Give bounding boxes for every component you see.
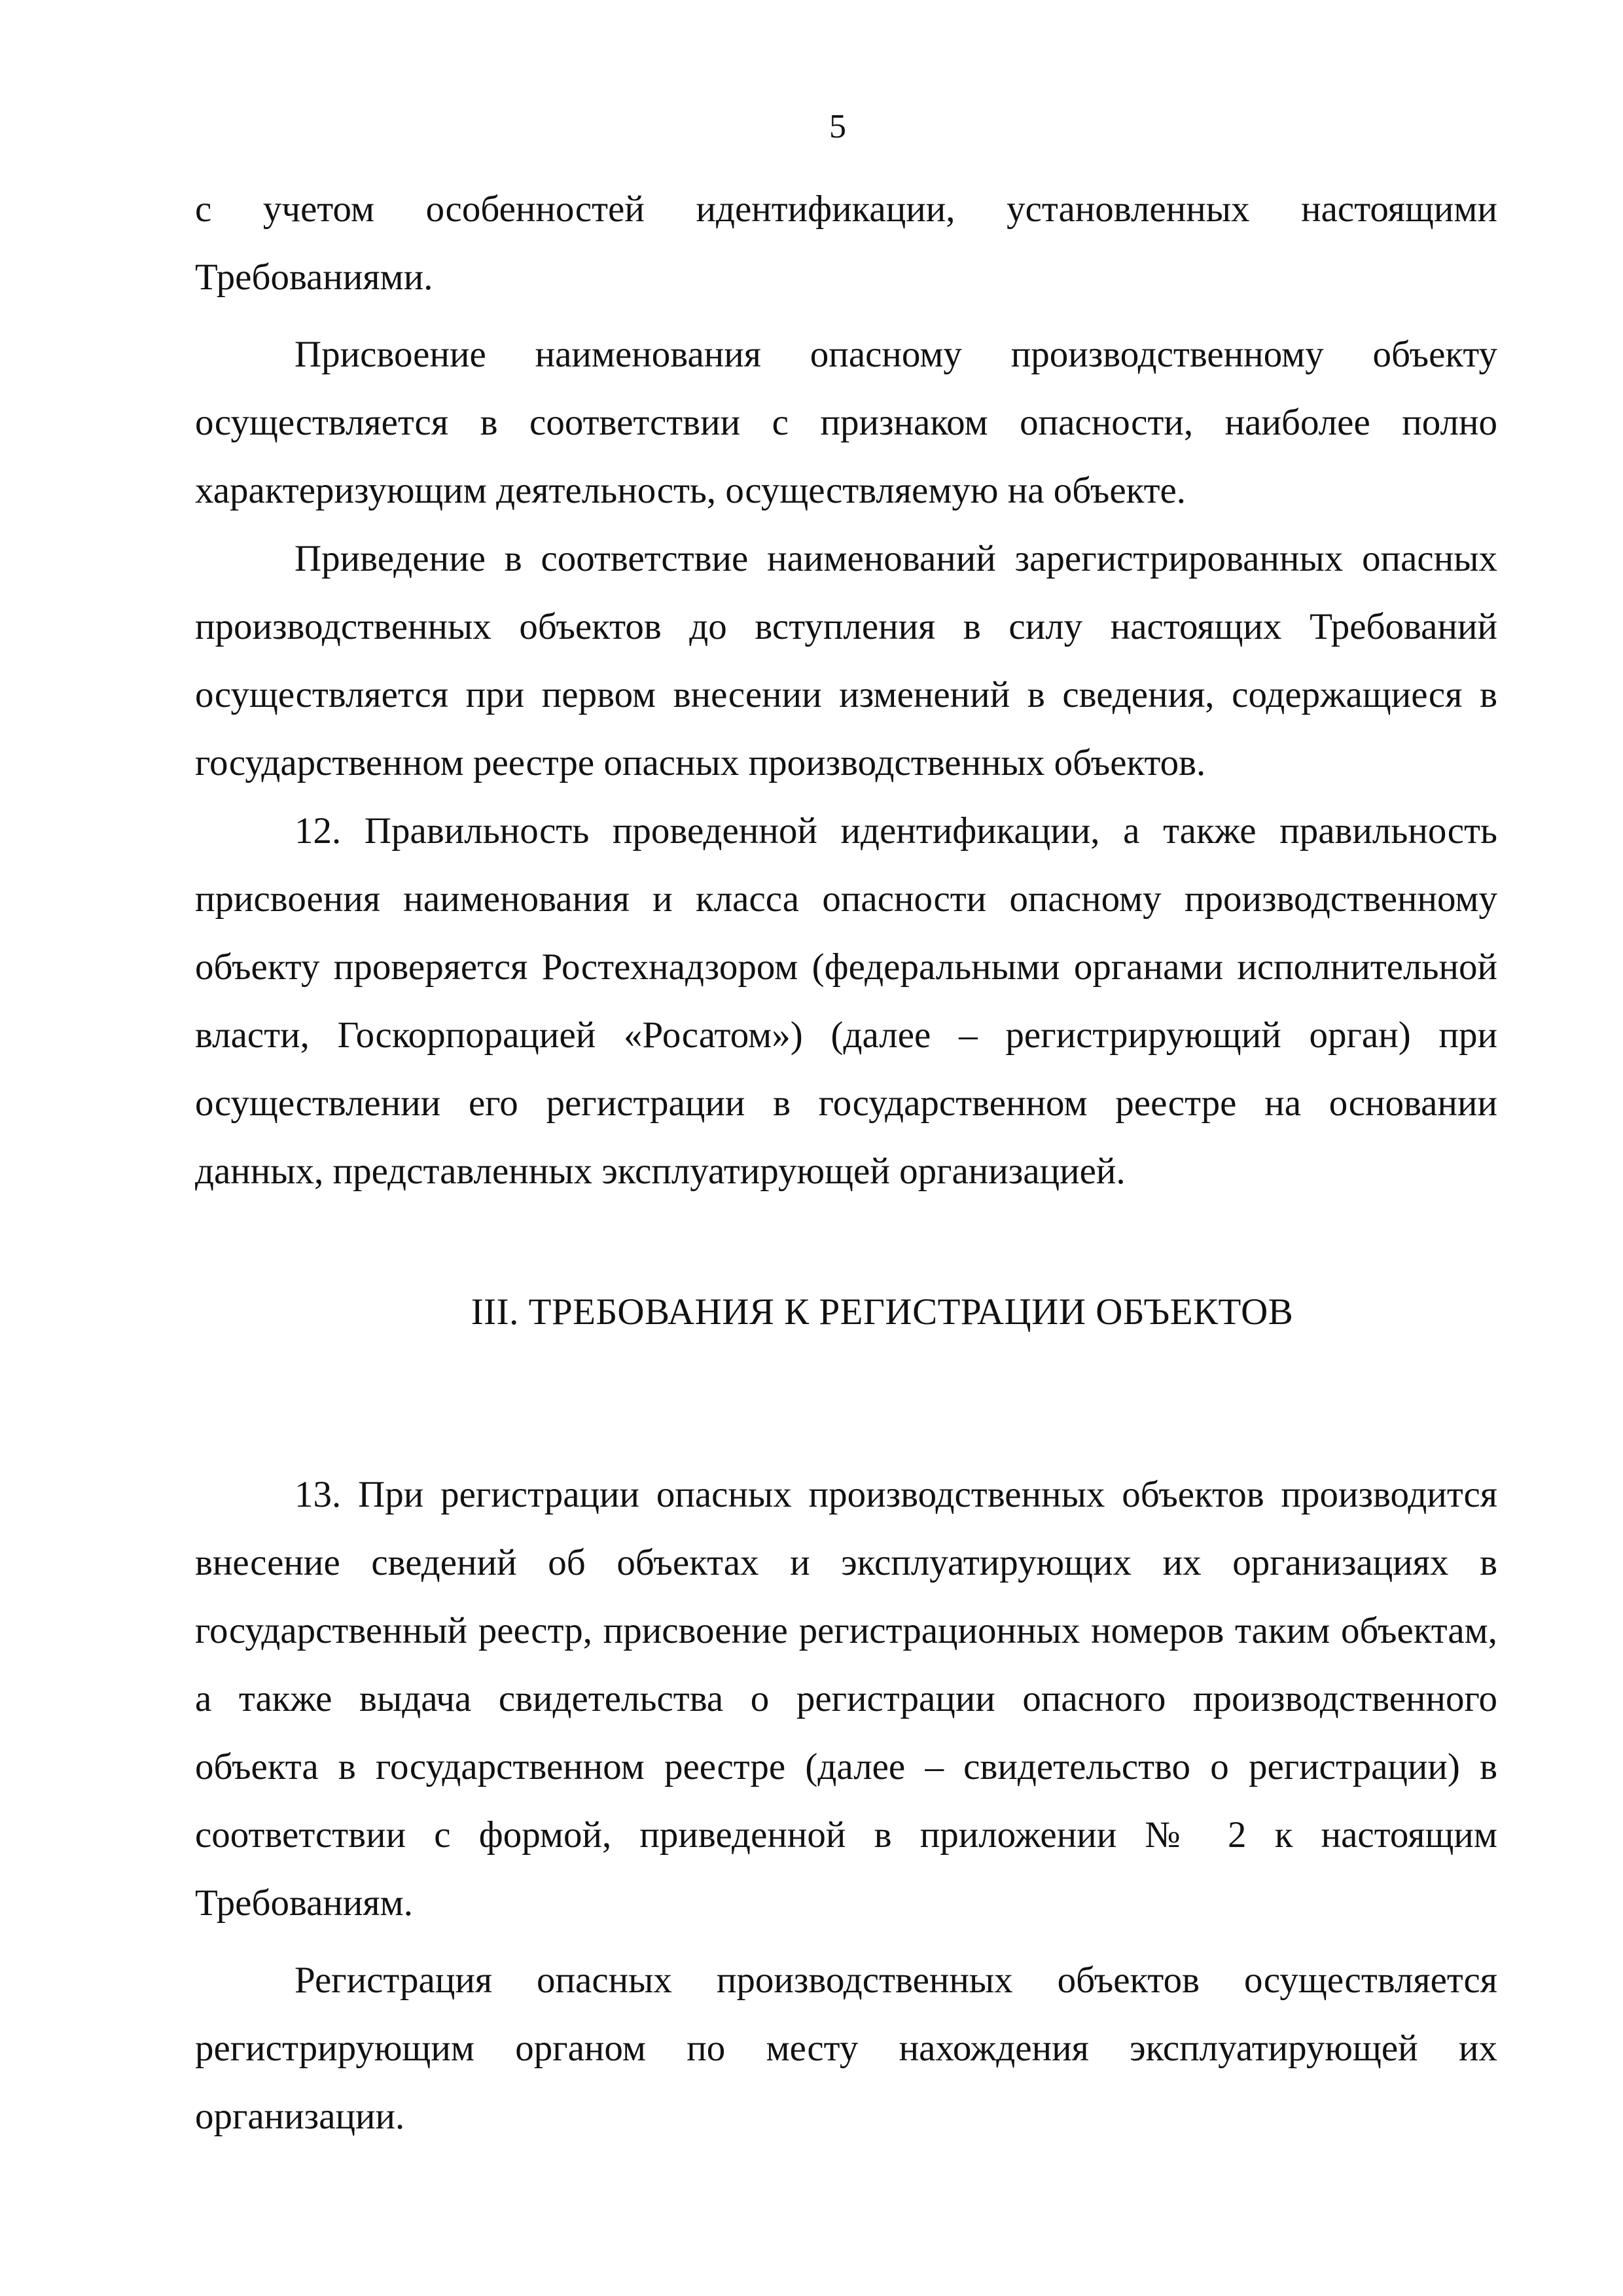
page-number: 5 [829, 108, 846, 145]
paragraph-registration-place: Регистрация опасных производственных объектов осуществляется регистрирующим органом по месту нахождения эксплуатирующей их организации. [195, 1960, 1497, 2137]
paragraph-naming: Присвоение наименования опасному производственному объекту осуществляется в соответствии с признаком опасности, наиболее полно характеризующим деятельность, осуществляемую на объекте. [195, 334, 1497, 511]
paragraph-renaming: Приведение в соответствие наименований зарегистрированных опасных производственных объектов до вступления в силу настоящих Требований осуществляется при первом внесении изменений в сведения, содержащиеся в государственном реестре опасных производственных объектов. [195, 538, 1497, 783]
body-text-bottom [195, 1461, 1497, 2151]
paragraph-continuation: с учетом особенностей идентификации, установленных настоящими Требованиями. [195, 188, 1497, 298]
section-heading: III. ТРЕБОВАНИЯ К РЕГИСТРАЦИИ ОБЪЕКТОВ [471, 1291, 1294, 1333]
body-text-top [195, 175, 1497, 1206]
paragraph-item-12: 12. Правильность проведенной идентификации, а также правильность присвоения наименования и класса опасности опасному производственному объекту проверяется Ростехнадзором (федеральными органами исполнительной власти, Госкорпорацией «Росатом») (далее – регистрирующий орган) при осуществлении его регистрации в государственном реестре на основании данных, представленных эксплуатирующей организацией. [195, 810, 1497, 1192]
paragraph-item-13: 13. При регистрации опасных производственных объектов производится внесение сведений об объектах и эксплуатирующих их организациях в государственный реестр, присвоение регистрационных номеров таким объектам, а также выдача свидетельства о регистрации опасного производственного объекта в государственном реестре (далее – свидетельство о регистрации) в соответствии с формой, приведенной в приложении № 2 к настоящим Требованиям. [195, 1474, 1497, 1924]
